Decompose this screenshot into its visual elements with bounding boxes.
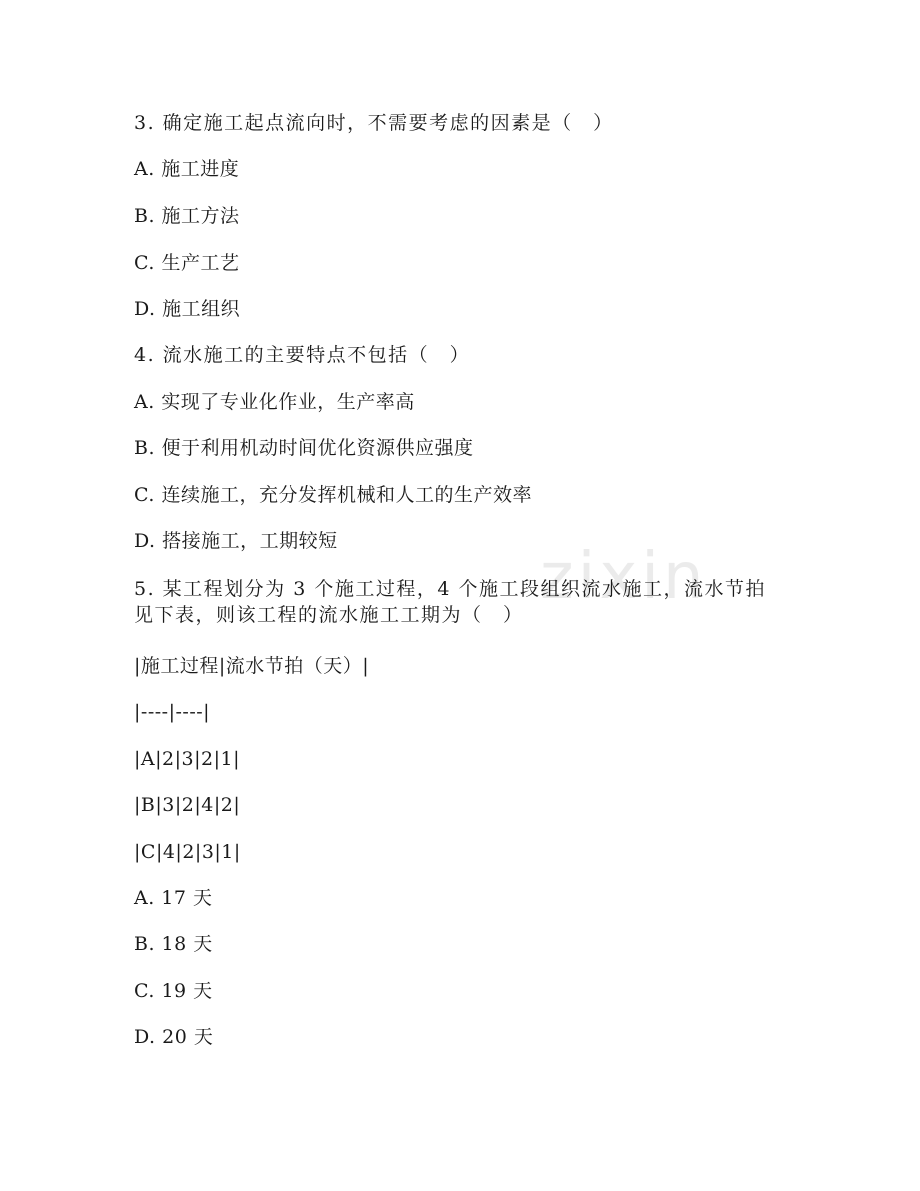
table-line-header: |施工过程|流水节拍（天）| xyxy=(134,655,370,677)
question-5-option-d: D. 20 天 xyxy=(134,1026,214,1048)
question-4-option-b: B. 便于利用机动时间优化资源供应强度 xyxy=(134,437,474,459)
question-3-option-b: B. 施工方法 xyxy=(134,205,240,227)
question-5-option-a: A. 17 天 xyxy=(134,887,213,909)
question-4-option-d: D. 搭接施工，工期较短 xyxy=(134,530,338,552)
question-4-title: 4. 流水施工的主要特点不包括（ ） xyxy=(134,344,471,366)
table-line-row-c: |C|4|2|3|1| xyxy=(134,841,241,863)
watermark: zixin xyxy=(540,540,708,614)
question-5-option-c: C. 19 天 xyxy=(134,980,213,1002)
question-3-option-d: D. 施工组织 xyxy=(134,298,241,320)
question-5-option-b: B. 18 天 xyxy=(134,933,213,955)
question-3-option-c: C. 生产工艺 xyxy=(134,252,240,274)
question-4-option-c: C. 连续施工，充分发挥机械和人工的生产效率 xyxy=(134,484,532,506)
question-3-title: 3. 确定施工起点流向时，不需要考虑的因素是（ ） xyxy=(134,112,614,134)
question-5-title: 5. 某工程划分为 3 个施工过程，4 个施工段组织流水施工，流水节拍见下表，则该工程的流水施工工期为（ ） xyxy=(134,578,766,626)
question-3-option-a: A. 施工进度 xyxy=(134,158,240,180)
table-line-separator: |----|----| xyxy=(134,701,211,723)
table-line-row-b: |B|3|2|4|2| xyxy=(134,794,241,816)
table-line-row-a: |A|2|3|2|1| xyxy=(134,748,240,770)
question-4-option-a: A. 实现了专业化作业，生产率高 xyxy=(134,391,415,413)
